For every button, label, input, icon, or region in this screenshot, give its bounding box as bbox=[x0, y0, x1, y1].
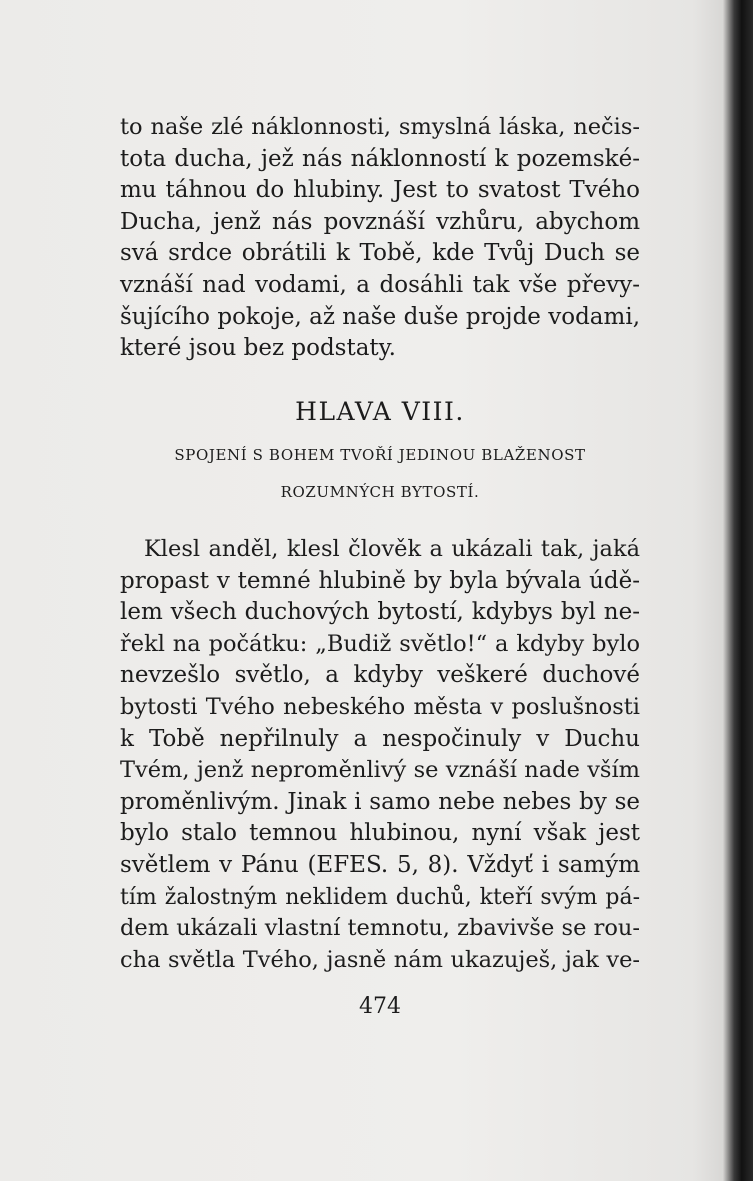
text-line: které jsou bez podstaty. bbox=[120, 335, 396, 362]
text-line: lem všech duchových bytostí, kdybys byl ne- bbox=[120, 599, 640, 626]
paragraph-2 bbox=[120, 534, 640, 976]
text-line: vznáší nad vodami, a dosáhli tak vše převy- bbox=[120, 271, 640, 298]
chapter-subtitle-line-2: ROZUMNÝCH BYTOSTÍ. bbox=[280, 483, 480, 501]
text-line: dem ukázali vlastní temnotu, zbavivše se rou- bbox=[120, 915, 640, 942]
text-line: bylo stalo temnou hlubinou, nyní však jest bbox=[120, 820, 640, 847]
text-line: řekl na počátku: „Budiž světlo!“ a kdyby bylo bbox=[120, 630, 640, 657]
text-line: světlem v Pánu (EFES. 5, 8). Vždyť i samým bbox=[120, 851, 640, 878]
text-line: propast v temné hlubině by byla bývala údě- bbox=[120, 567, 640, 594]
text-line: nevzešlo světlo, a kdyby veškeré duchové bbox=[120, 662, 640, 689]
text-line: šujícího pokoje, až naše duše projde vodami, bbox=[120, 303, 640, 330]
page-number: 474 bbox=[359, 994, 401, 1019]
text-line: tota ducha, jež nás náklonností k pozemské- bbox=[120, 145, 640, 172]
text-line: k Tobě nepřilnuly a nespočinuly v Duchu bbox=[120, 725, 640, 752]
text-line: Tvém, jenž neproměnlivý se vznáší nade vším bbox=[120, 757, 640, 784]
text-line: svá srdce obrátili k Tobě, kde Tvůj Duch se bbox=[120, 240, 640, 267]
text-line: proměnlivým. Jinak i samo nebe nebes by se bbox=[120, 788, 640, 815]
text-line: bytosti Tvého nebeského města v poslušnosti bbox=[120, 693, 640, 720]
chapter-subtitle-line-1: SPOJENÍ S BOHEM TVOŘÍ JEDINOU BLAŽENOST bbox=[174, 446, 586, 464]
text-line: mu táhnou do hlubiny. Jest to svatost Tvého bbox=[120, 177, 640, 204]
paragraph-1 bbox=[120, 112, 640, 365]
text-line: to naše zlé náklonnosti, smyslná láska, nečis- bbox=[120, 114, 640, 140]
text-line: Klesl anděl, klesl člověk a ukázali tak, jaká bbox=[144, 536, 640, 562]
chapter-title: HLAVA VIII. bbox=[295, 397, 465, 426]
text-line: tím žalostným neklidem duchů, kteří svým pá- bbox=[120, 884, 640, 910]
text-line: cha světla Tvého, jasně nám ukazuješ, jak ve- bbox=[120, 946, 640, 973]
text-line: Ducha, jenž nás povznáší vzhůru, abychom bbox=[120, 208, 640, 235]
